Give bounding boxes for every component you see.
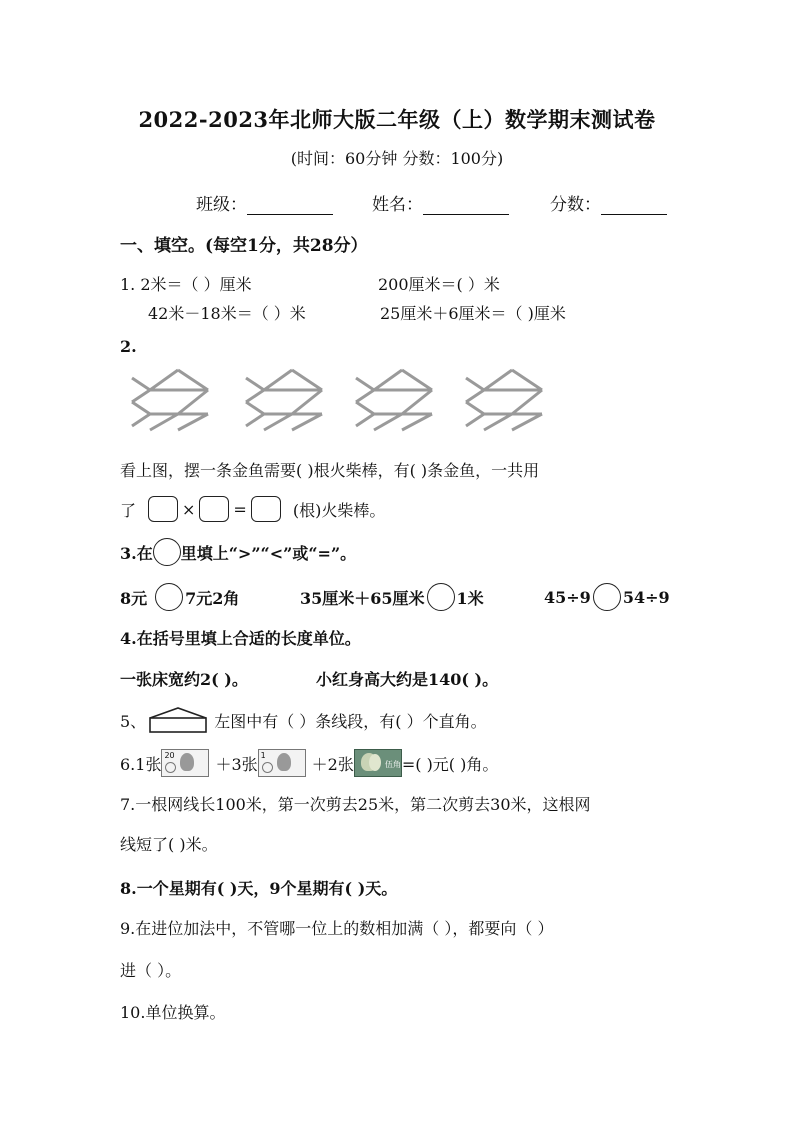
name-label: 姓名：	[372, 195, 423, 215]
q4-item-a: 一张床宽约2( )。	[120, 670, 248, 689]
class-label: 班级：	[196, 195, 247, 215]
q5-number: 5、	[120, 711, 147, 731]
q3-b-left: 35厘米＋65厘米	[300, 588, 425, 608]
q2-line2-end: (根)火柴棒。	[292, 500, 386, 520]
q10-heading: 10.单位换算。	[120, 1003, 226, 1022]
q3-compare-a	[120, 583, 239, 611]
q3-b-right: 1米	[456, 588, 484, 608]
q3-compare-c	[544, 583, 670, 611]
q3-compare-b	[300, 583, 484, 611]
banknote-20-yuan-icon: 20	[161, 749, 209, 777]
equals-sign: =	[233, 499, 247, 519]
q4-item-b: 小红身高大约是140( )。	[316, 670, 499, 689]
q3-c-right: 54÷9	[622, 587, 670, 607]
fish-4	[466, 370, 542, 430]
q9-line1: 9.在进位加法中，不管哪一位上的数相加满（ ），都要向（ ）	[120, 919, 554, 938]
fish-1	[132, 370, 208, 430]
compare-circle-b[interactable]	[427, 583, 455, 611]
class-field[interactable]	[196, 190, 333, 215]
q1-item-b: 200厘米＝( ）米	[378, 275, 500, 294]
house-shape-figure	[148, 706, 208, 734]
q5-text: 左图中有（ ）条线段，有( ）个直角。	[214, 711, 487, 731]
q6-question	[120, 749, 498, 777]
q6-part4: =( )元( )角。	[401, 754, 499, 774]
class-blank[interactable]	[247, 196, 333, 215]
q3-a-left: 8元	[120, 588, 148, 608]
q2-number: 2.	[120, 337, 137, 356]
banknote-1-yuan-icon: 1	[258, 749, 306, 777]
fish-2	[246, 370, 322, 430]
q6-part1: 6.1张	[120, 754, 162, 774]
score-blank[interactable]	[601, 196, 667, 215]
section-heading-fill-in: 一、填空。(每空1分，共28分）	[120, 236, 368, 256]
compare-circle-a[interactable]	[155, 583, 183, 611]
q2-question-line1: 看上图，摆一条金鱼需要( )根火柴棒，有( )条金鱼，一共用	[120, 461, 540, 480]
q5-question	[120, 706, 487, 734]
q3-instruction	[120, 538, 356, 566]
q6-part3: ＋2张	[311, 754, 354, 774]
q7-line1: 7.一根网线长100米，第一次剪去25米，第二次剪去30米，这根网	[120, 795, 591, 814]
compare-circle-c[interactable]	[593, 583, 621, 611]
answer-box-3[interactable]	[251, 496, 281, 522]
exam-time-and-score: (时间：60分钟 分数：100分)	[290, 149, 504, 168]
q9-line2: 进（ ）。	[120, 961, 182, 980]
matchstick-fish-figure	[128, 368, 648, 432]
score-label: 分数：	[550, 195, 601, 215]
page-title: 2022-2023年北师大版二年级（上）数学期末测试卷	[138, 107, 656, 132]
q3-prefix: 3.在	[120, 543, 153, 563]
q3-a-right: 7元2角	[185, 588, 240, 608]
q1-item-d: 25厘米＋6厘米＝（ )厘米	[380, 304, 566, 323]
banknote-5-jiao-icon: 伍角	[354, 749, 402, 777]
name-field[interactable]	[372, 190, 509, 215]
fish-3	[356, 370, 432, 430]
q3-suffix: 里填上“>”“<”或“=”。	[180, 543, 357, 563]
q2-line2-start: 了	[120, 500, 137, 520]
q8-question: 8.一个星期有( )天，9个星期有( )天。	[120, 879, 398, 898]
q6-part2: ＋3张	[215, 754, 258, 774]
q3-c-left: 45÷9	[544, 587, 591, 607]
answer-box-2[interactable]	[199, 496, 229, 522]
q7-line2: 线短了( )米。	[120, 835, 218, 854]
q1-item-c: 42米－18米＝（ ）米	[148, 304, 306, 323]
q2-question-line2	[120, 496, 385, 522]
compare-circle-sample	[153, 538, 181, 566]
times-sign: ×	[182, 499, 196, 519]
name-blank[interactable]	[423, 196, 509, 215]
q1-item-a: 1. 2米＝（ ）厘米	[120, 275, 252, 294]
answer-box-1[interactable]	[148, 496, 178, 522]
score-field[interactable]	[550, 190, 667, 215]
q4-instruction: 4.在括号里填上合适的长度单位。	[120, 629, 361, 648]
